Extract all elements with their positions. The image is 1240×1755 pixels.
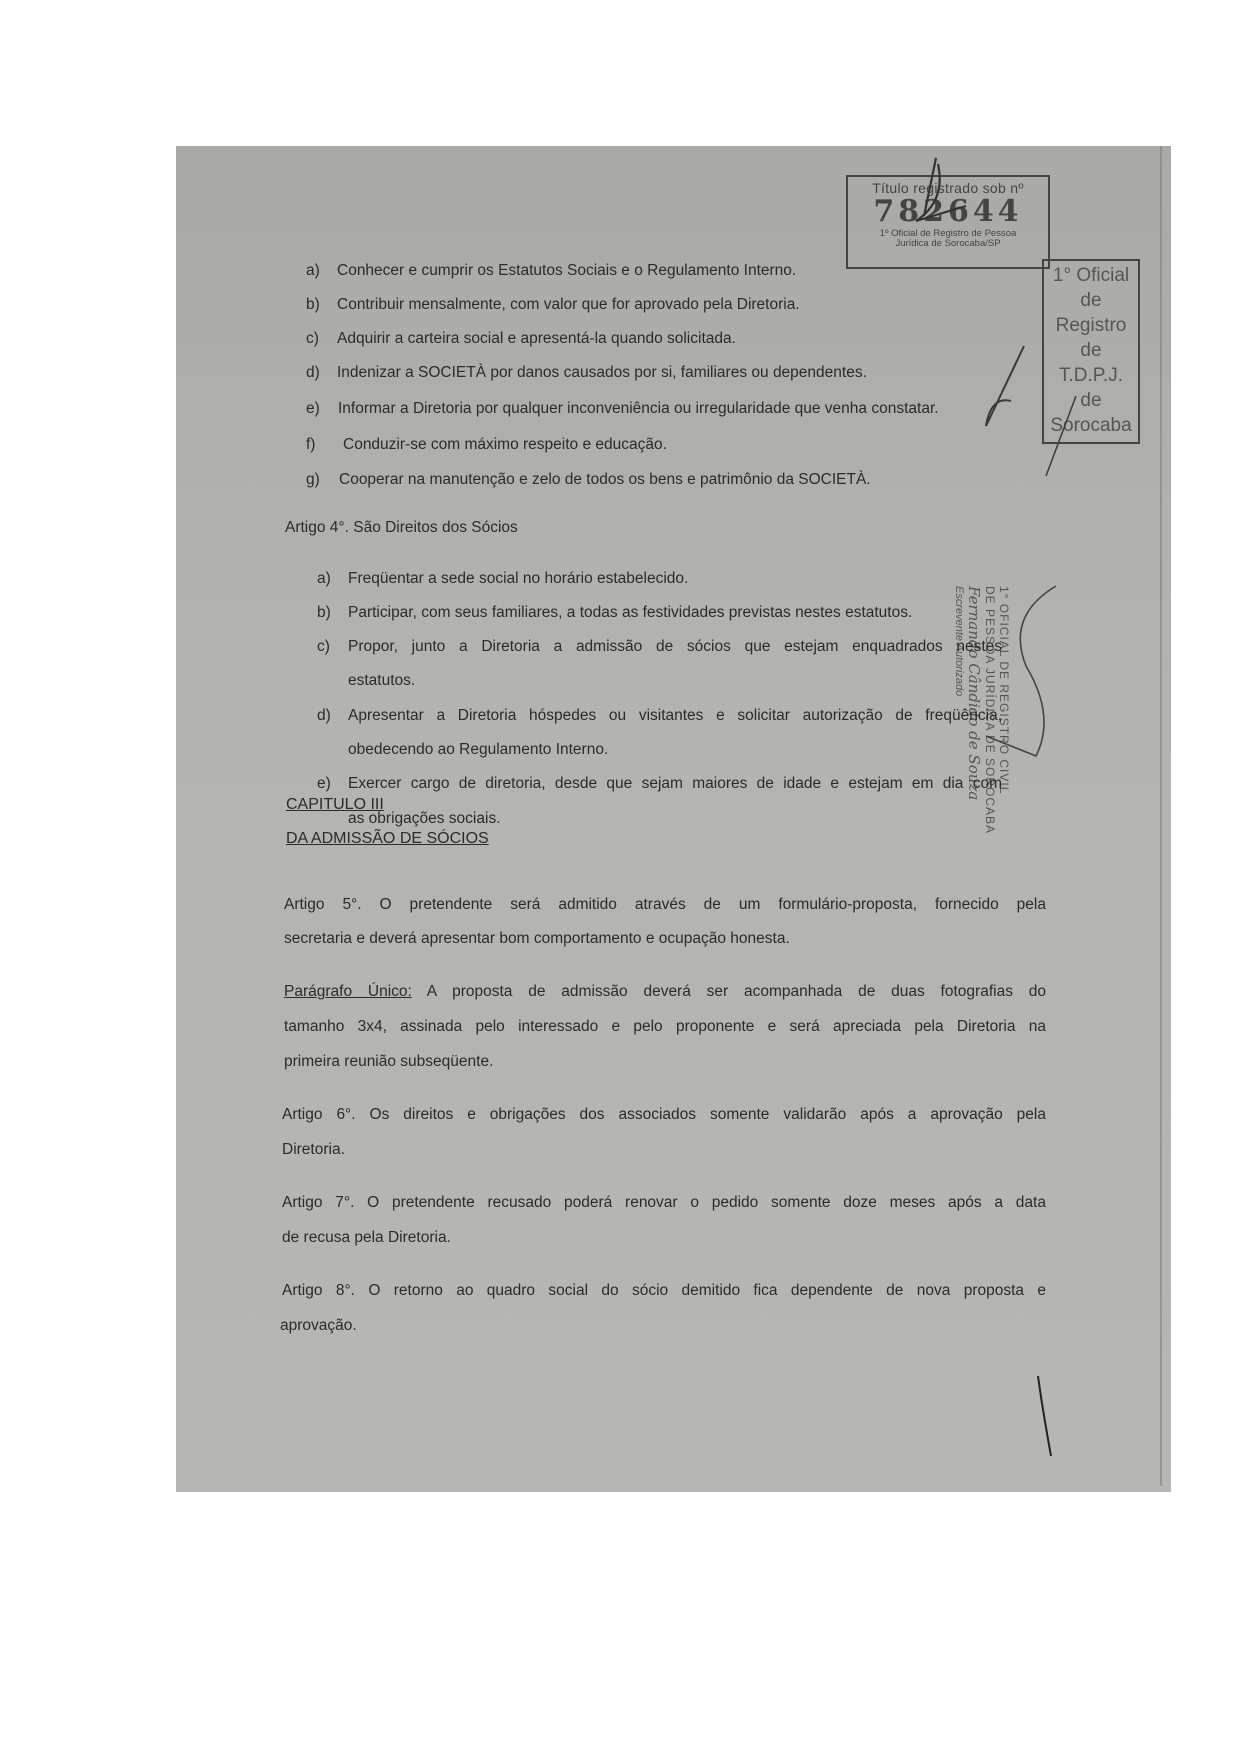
- right-text: Propor, junto a Diretoria a admissão de sócios que estejam enquadrados nestes: [348, 638, 1002, 655]
- artigo8-lead: Artigo 8°.: [282, 1282, 355, 1299]
- artigo7-line2: de recusa pela Diretoria.: [282, 1229, 451, 1246]
- artigo6-lead: Artigo 6°.: [282, 1106, 356, 1123]
- duty-text: Cooperar na manutenção e zelo de todos os bens e patrimônio da SOCIETÀ.: [339, 471, 871, 488]
- artigo7-text: O pretendente recusado poderá renovar o pedido somente doze meses após a data: [367, 1194, 1046, 1211]
- office-stamp-line: T.D.P.J.: [1058, 365, 1124, 386]
- duty-text: Adquirir a carteira social e apresentá-la quando solicitada.: [337, 330, 736, 347]
- paragrafo-unico-line2: tamanho 3x4, assinada pelo interessado e pelo proponente e será apreciada pela Diretoria na: [284, 1018, 1046, 1035]
- office-stamp-line: de: [1080, 290, 1102, 311]
- right-label: e): [317, 775, 331, 792]
- registry-stamp-office-line2: Jurídica de Sorocaba/SP: [895, 238, 1001, 249]
- artigo7-lead: Artigo 7°.: [282, 1194, 355, 1211]
- duty-text: Indenizar a SOCIETÀ por danos causados por si, familiares ou dependentes.: [337, 364, 867, 381]
- right-text: Exercer cargo de diretoria, desde que sejam maiores de idade e estejam em dia com: [348, 775, 1002, 792]
- right-text-continuation: as obrigações sociais.: [348, 810, 501, 827]
- paragrafo-unico-text: A proposta de admissão deverá ser acompanhada de duas fotografias do: [426, 983, 1046, 1000]
- office-stamp-line: Registro: [1055, 315, 1127, 336]
- registry-stamp-office-line1: 1º Oficial de Registro de Pessoa: [879, 228, 1017, 239]
- duty-label: d): [306, 364, 320, 381]
- artigo5-text: O pretendente será admitido através de um formulário-proposta, fornecido pela: [379, 896, 1046, 913]
- paragrafo-unico-lead: Parágrafo Único:: [284, 983, 412, 1000]
- artigo6-line2: Diretoria.: [282, 1141, 345, 1158]
- vertical-stamp-line1: 1° OFICIAL DE REGISTRO CIVIL: [997, 586, 1011, 795]
- right-label: d): [317, 707, 331, 724]
- office-stamp-line: de: [1080, 390, 1102, 411]
- duty-text: Contribuir mensalmente, com valor que for aprovado pela Diretoria.: [337, 296, 800, 313]
- right-text: Freqüentar a sede social no horário estabelecido.: [348, 570, 689, 587]
- artigo5-lead: Artigo 5°.: [284, 896, 362, 913]
- chapter-title: DA ADMISSÃO DE SÓCIOS: [286, 830, 489, 847]
- vertical-stamp-role: Escrevente Autorizado: [953, 586, 965, 697]
- duty-label: e): [306, 400, 320, 417]
- artigo8-text: O retorno ao quadro social do sócio demitido fica dependente de nova proposta e: [368, 1282, 1046, 1299]
- vertical-stamp-signature-name: Fernando Cândido de Souza: [965, 586, 983, 801]
- duty-text: Informar a Diretoria por qualquer inconveniência ou irregularidade que venha constatar.: [338, 400, 939, 417]
- right-label: b): [317, 604, 331, 621]
- office-stamp-line: 1° Oficial: [1052, 265, 1130, 286]
- chapter-number: CAPITULO III: [286, 796, 384, 813]
- paragrafo-unico-line3: primeira reunião subseqüente.: [284, 1053, 494, 1070]
- right-label: c): [317, 638, 330, 655]
- artigo6-text: Os direitos e obrigações dos associados somente validarão após a aprovação pela: [369, 1106, 1046, 1123]
- duty-label: c): [306, 330, 319, 347]
- right-text: Participar, com seus familiares, a todas as festividades previstas nestes estatutos.: [348, 604, 913, 621]
- registry-stamp-title: Título registrado sob nº: [872, 180, 1024, 196]
- right-label: a): [317, 570, 331, 587]
- right-text-continuation: estatutos.: [348, 672, 416, 689]
- duty-label: f): [306, 436, 316, 453]
- artigo5-line2: secretaria e deverá apresentar bom comportamento e ocupação honesta.: [284, 930, 790, 947]
- right-text-continuation: obedecendo ao Regulamento Interno.: [348, 741, 609, 758]
- signature-marks: [176, 146, 1171, 1492]
- artigo4-title: Artigo 4°. São Direitos dos Sócios: [285, 519, 518, 536]
- office-stamp-line: de: [1080, 340, 1102, 361]
- scanned-page: [176, 146, 1171, 1492]
- vertical-stamp-line2: DE PESSOA JURÍDICA DE SOROCABA: [983, 586, 997, 835]
- duty-label: b): [306, 296, 320, 313]
- registry-stamp-number: 782644: [873, 194, 1023, 229]
- right-text: Apresentar a Diretoria hóspedes ou visitantes e solicitar autorização de freqüência,: [348, 707, 1002, 724]
- duty-text: Conhecer e cumprir os Estatutos Sociais e o Regulamento Interno.: [337, 262, 797, 279]
- duty-text: Conduzir-se com máximo respeito e educação.: [343, 436, 667, 453]
- office-stamp-line: Sorocaba: [1050, 415, 1132, 436]
- duty-label: a): [306, 262, 320, 279]
- artigo8-line2: aprovação.: [280, 1317, 357, 1334]
- duty-label: g): [306, 471, 320, 488]
